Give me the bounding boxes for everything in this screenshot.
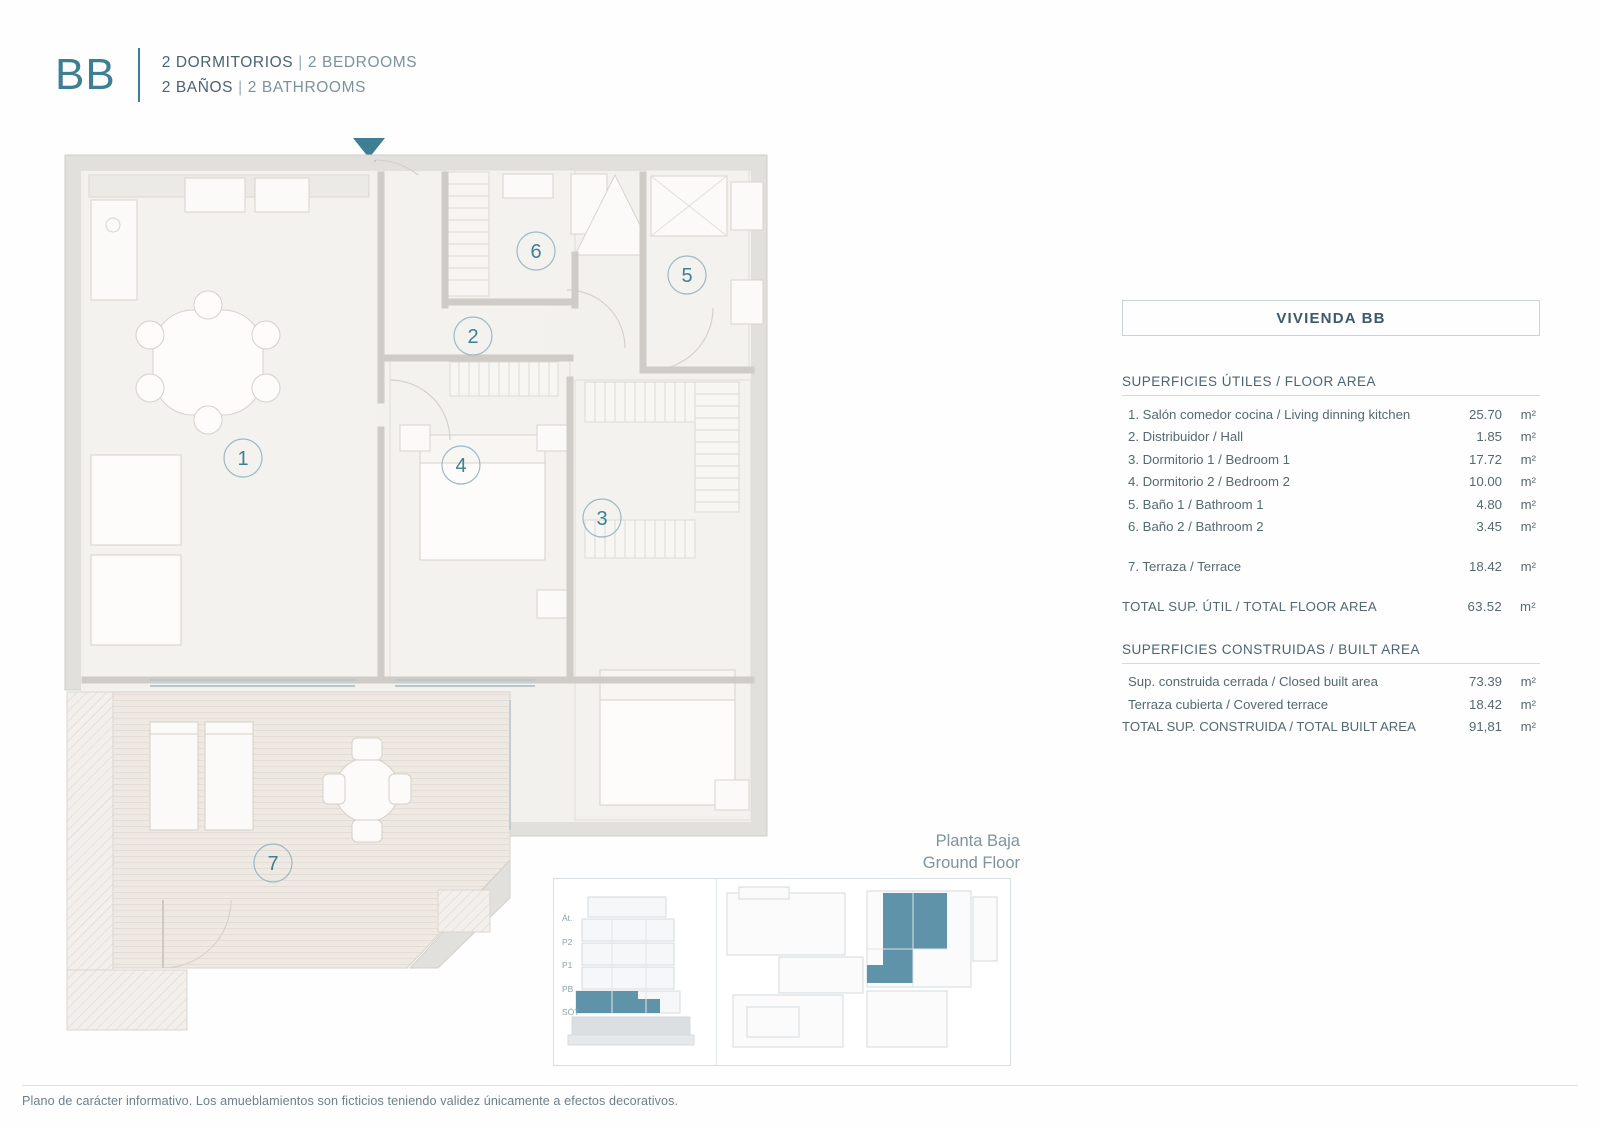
level-label-p1: P1 <box>562 960 573 970</box>
key-plan-site-svg <box>717 879 1007 1063</box>
built-area-rows <box>1122 671 1540 739</box>
row-value: 17.72 <box>1468 451 1502 467</box>
row-value: 25.70 <box>1468 406 1502 422</box>
bedrooms-line <box>162 54 418 72</box>
floor-label-es: Planta Baja <box>935 832 1020 850</box>
level-label-sotano: SÓT <box>562 1007 580 1017</box>
row-unit: m² <box>1520 451 1536 467</box>
row-label: 4. Dormitorio 2 / Bedroom 2 <box>1128 474 1290 490</box>
built-area-heading: SUPERFICIES CONSTRUIDAS / BUILT AREA <box>1122 642 1540 664</box>
table-row <box>1122 403 1540 426</box>
table-row <box>1122 493 1540 516</box>
row-value: 10.00 <box>1468 474 1502 490</box>
row-value: 3.45 <box>1476 519 1502 535</box>
row-unit: m² <box>1520 496 1536 512</box>
floor-area-rows <box>1122 403 1540 618</box>
bathrooms-es: 2 BAÑOS <box>161 78 234 96</box>
level-label-p2: P2 <box>562 936 573 947</box>
row-label: Terraza cubierta / Covered terrace <box>1128 696 1329 712</box>
key-plan-section <box>554 879 717 1065</box>
bedroom-1 <box>575 380 751 820</box>
row-unit: m² <box>1520 719 1536 735</box>
sep-1: | <box>298 53 303 71</box>
row-unit: m² <box>1520 598 1536 614</box>
unit-code: BB <box>55 50 116 99</box>
floor-label-en: Ground Floor <box>922 854 1020 872</box>
table-row <box>1122 671 1540 694</box>
room-marker-3: 3 <box>596 508 608 530</box>
bedroom-2 <box>390 360 570 680</box>
row-unit: m² <box>1520 696 1536 712</box>
table-row <box>1122 448 1540 471</box>
footer-divider <box>22 1085 1578 1086</box>
row-unit: m² <box>1520 559 1536 575</box>
bedrooms-es: 2 DORMITORIOS <box>161 53 294 71</box>
row-value: 1.85 <box>1476 429 1502 445</box>
level-labels <box>562 907 579 1025</box>
footer-note: Plano de carácter informativo. Los amueblamientos son ficticios teniendo validez únicamente a efectos decorativos. <box>22 1094 679 1108</box>
bathrooms-en: 2 BATHROOMS <box>247 78 367 96</box>
table-row <box>1122 426 1540 449</box>
row-unit: m² <box>1520 429 1536 445</box>
row-label: TOTAL SUP. ÚTIL / TOTAL FLOOR AREA <box>1122 598 1377 614</box>
bathrooms-line <box>162 79 418 97</box>
total-built-area-row <box>1122 716 1540 739</box>
room-marker-7: 7 <box>267 853 279 875</box>
row-unit: m² <box>1520 674 1536 690</box>
unit-title: VIVIENDA BB <box>1276 309 1386 327</box>
row-value: 63.52 <box>1467 598 1502 614</box>
unit-title-box <box>1122 300 1540 336</box>
row-label: TOTAL SUP. CONSTRUIDA / TOTAL BUILT AREA <box>1122 719 1416 735</box>
row-label: 3. Dormitorio 1 / Bedroom 1 <box>1128 451 1290 467</box>
room-marker-2: 2 <box>467 326 479 348</box>
level-label-pb: PB <box>562 983 574 994</box>
row-label: 1. Salón comedor cocina / Living dinning kitchen <box>1128 406 1411 422</box>
table-row <box>1122 693 1540 716</box>
sheet-header <box>55 48 417 102</box>
key-plan <box>553 878 1011 1066</box>
terrace-area <box>67 692 510 1030</box>
row-label: 7. Terraza / Terrace <box>1128 559 1242 575</box>
key-plan-site <box>717 879 1010 1065</box>
row-unit: m² <box>1520 406 1536 422</box>
terrace-row <box>1122 556 1540 579</box>
room-marker-4: 4 <box>455 455 467 477</box>
row-label: 2. Distribuidor / Hall <box>1128 429 1244 445</box>
sep-2: | <box>238 78 243 96</box>
row-value: 18.42 <box>1468 696 1502 712</box>
floor-area-heading: SUPERFICIES ÚTILES / FLOOR AREA <box>1122 374 1540 396</box>
row-label: Sup. construida cerrada / Closed built area <box>1128 674 1378 690</box>
row-label: 6. Baño 2 / Bathroom 2 <box>1128 519 1264 535</box>
header-divider <box>138 48 140 102</box>
table-row <box>1122 471 1540 494</box>
row-value: 4.80 <box>1476 496 1502 512</box>
room-marker-6: 6 <box>530 241 542 263</box>
row-unit: m² <box>1520 474 1536 490</box>
floor-label <box>820 830 1020 874</box>
row-label: 5. Baño 1 / Bathroom 1 <box>1128 496 1264 512</box>
row-value: 18.42 <box>1468 559 1502 575</box>
bedrooms-en: 2 BEDROOMS <box>307 53 418 71</box>
room-marker-5: 5 <box>681 265 693 287</box>
row-value: 91,81 <box>1468 719 1502 735</box>
row-value: 73.39 <box>1468 674 1502 690</box>
bathroom-1 <box>645 170 763 370</box>
area-schedule <box>1122 300 1540 739</box>
level-label-atico: Át. <box>562 913 573 923</box>
room-marker-1: 1 <box>237 448 249 470</box>
header-specs <box>162 54 418 97</box>
row-unit: m² <box>1520 519 1536 535</box>
table-row <box>1122 516 1540 539</box>
total-floor-area-row <box>1122 595 1540 618</box>
